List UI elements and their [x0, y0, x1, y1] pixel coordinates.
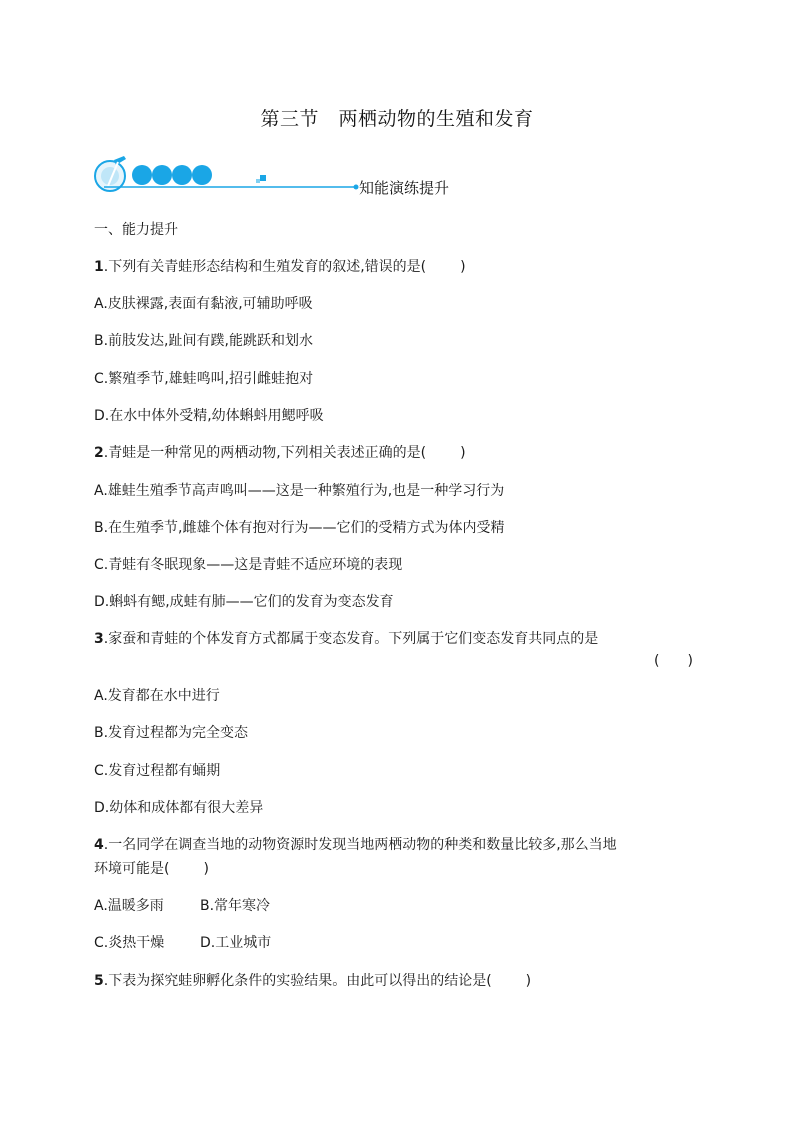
answer-paren: ): [203, 861, 209, 877]
banner-label: 知能演练提升: [359, 179, 450, 197]
answer-paren: ): [460, 445, 466, 461]
option: B.在生殖季节,雌雄个体有抱对行为——它们的受精方式为体内受精: [94, 520, 505, 536]
question-stem: .家蚕和青蛙的个体发育方式都属于变态发育。下列属于它们变态发育共同点的是: [103, 631, 599, 647]
option: D.工业城市: [200, 935, 272, 951]
option: A.雄蛙生殖季节高声鸣叫——这是一种繁殖行为,也是一种学习行为: [94, 483, 505, 499]
question-1: [94, 257, 466, 277]
banner-dot: [192, 165, 212, 185]
option: D.在水中体外受精,幼体蝌蚪用鳃呼吸: [94, 408, 324, 424]
banner-dot: [152, 165, 172, 185]
section-heading: 一、能力提升: [94, 222, 178, 238]
option-row: [94, 896, 270, 916]
option: B.常年寒冷: [200, 898, 271, 914]
option: D.蝌蚪有鳃,成蛙有肺——它们的发育为变态发育: [94, 594, 394, 610]
banner-square-icon: [260, 175, 266, 181]
option: B.前肢发达,趾间有蹼,能跳跃和划水: [94, 333, 313, 349]
question-4: [94, 835, 617, 855]
option: C.青蛙有冬眠现象——这是青蛙不适应环境的表现: [94, 557, 403, 573]
option: C.发育过程都有蛹期: [94, 763, 221, 779]
question-number: 3: [94, 631, 104, 647]
option: C.繁殖季节,雄蛙鸣叫,招引雌蛙抱对: [94, 371, 314, 387]
option: B.发育过程都为完全变态: [94, 725, 249, 741]
question-5: [94, 971, 531, 991]
question-stem: .青蛙是一种常见的两栖动物,下列相关表述正确的是(: [103, 445, 427, 461]
option: A.温暖多雨: [94, 898, 164, 914]
answer-paren: ( ): [654, 653, 693, 669]
question-stem: .下表为探究蛙卵孵化条件的实验结果。由此可以得出的结论是(: [103, 973, 492, 989]
question-4-continued: [94, 859, 209, 879]
page-title: 第三节 两栖动物的生殖和发育: [260, 108, 534, 130]
option: A.发育都在水中进行: [94, 688, 220, 704]
question-number: 1: [94, 259, 104, 275]
option: D.幼体和成体都有很大差异: [94, 800, 264, 816]
question-stem: .下列有关青蛙形态结构和生殖发育的叙述,错误的是(: [103, 259, 427, 275]
banner-square-icon: [256, 179, 260, 183]
question-number: 5: [94, 973, 104, 989]
answer-paren: ): [460, 259, 466, 275]
question-stem: .一名同学在调查当地的动物资源时发现当地两栖动物的种类和数量比较多,那么当地: [103, 837, 617, 853]
section-banner: [94, 156, 494, 196]
flask-icon: [95, 156, 126, 191]
banner-dot: [172, 165, 192, 185]
question-number: 4: [94, 837, 104, 853]
option: A.皮肤裸露,表面有黏液,可辅助呼吸: [94, 296, 313, 312]
question-3: [94, 629, 598, 649]
question-stem-continued: 环境可能是(: [94, 861, 170, 877]
option: C.炎热干燥: [94, 935, 165, 951]
answer-paren: ): [525, 973, 532, 989]
banner-end-dot: [354, 185, 359, 190]
question-2: [94, 443, 466, 463]
option-row: [94, 933, 271, 953]
banner-dot: [132, 165, 152, 185]
question-number: 2: [94, 445, 104, 461]
